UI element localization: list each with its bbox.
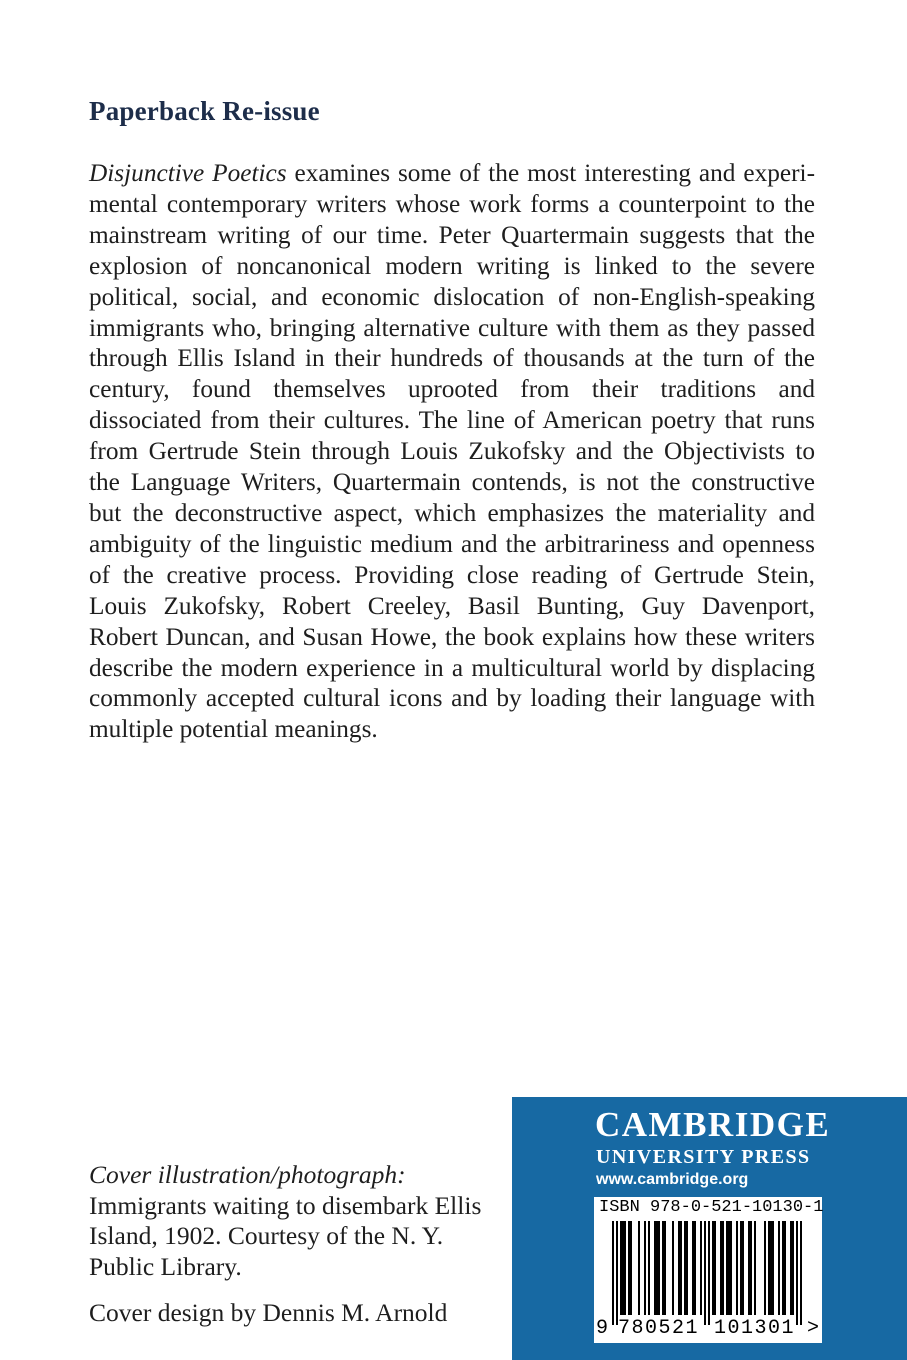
barcode-bar — [750, 1221, 752, 1315]
barcode-bar — [684, 1221, 686, 1315]
barcode-bar — [740, 1221, 742, 1315]
barcode-bar — [694, 1221, 696, 1315]
barcode-guard-bar — [796, 1221, 798, 1325]
barcode-bar — [768, 1221, 770, 1315]
barcode-bar — [686, 1221, 688, 1315]
blurb — [89, 158, 815, 745]
barcode-bar — [664, 1221, 666, 1315]
publisher-url: www.cambridge.org — [596, 1171, 749, 1188]
barcode-guard-bar — [616, 1221, 618, 1325]
barcode-bar — [628, 1221, 630, 1315]
barcode-digit-group-left: 780521 — [618, 1317, 700, 1340]
barcode-digit-group-right: 101301 — [714, 1317, 796, 1340]
barcode-digits — [594, 1317, 822, 1343]
barcode-bar — [790, 1221, 792, 1315]
barcode-bar — [784, 1221, 786, 1315]
barcode-box — [594, 1197, 822, 1343]
barcode-end-mark: > — [807, 1317, 820, 1340]
barcode-bar — [772, 1221, 774, 1315]
publisher-name: CAMBRIDGE — [595, 1105, 831, 1144]
barcode-bar — [782, 1221, 784, 1315]
barcode-bar — [662, 1221, 664, 1315]
barcode-bar — [630, 1221, 632, 1315]
barcode-bar — [624, 1221, 626, 1315]
cover-credit-text: Immigrants waiting to disembark Ellis Island, 1902. Courtesy of the N. Y. Public Library. — [89, 1190, 482, 1281]
blurb-title: Disjunctive Poetics — [89, 159, 287, 187]
cover-credit — [89, 1160, 509, 1282]
barcode-guard-bar — [800, 1221, 802, 1325]
publisher-subtitle: UNIVERSITY PRESS — [596, 1146, 811, 1168]
barcode-bar — [622, 1221, 624, 1315]
credits — [89, 1160, 509, 1329]
isbn-label: ISBN 978-0-521-10130-1 — [599, 1198, 824, 1217]
barcode-guard-bar — [612, 1221, 614, 1325]
barcode-bar — [656, 1221, 658, 1315]
barcode-bar — [736, 1221, 738, 1315]
cover-credit-label: Cover illustration/photograph: — [89, 1160, 406, 1189]
barcode-bar — [638, 1221, 640, 1315]
publisher-panel — [512, 1097, 907, 1360]
barcode-bar — [726, 1221, 728, 1315]
barcode-bar — [764, 1221, 766, 1315]
barcode-bar — [748, 1221, 750, 1315]
barcode-bar — [722, 1221, 724, 1315]
barcode-bar — [720, 1221, 722, 1315]
barcode-bar — [692, 1221, 694, 1315]
barcode-bar — [792, 1221, 794, 1315]
barcode-bar — [754, 1221, 756, 1315]
barcode-bar — [680, 1221, 682, 1315]
barcode-bar — [678, 1221, 680, 1315]
barcode-bar — [714, 1221, 716, 1315]
heading: Paperback Re-issue — [89, 96, 320, 126]
barcode-bar — [658, 1221, 660, 1315]
barcode-bar — [644, 1221, 646, 1315]
barcode-bar — [712, 1221, 714, 1315]
barcode-bar — [770, 1221, 772, 1315]
barcode-bar — [620, 1221, 622, 1315]
design-credit: Cover design by Dennis M. Arnold — [89, 1298, 448, 1327]
barcode-bar — [730, 1221, 732, 1315]
barcode-guard-bar — [704, 1221, 706, 1325]
barcode-bar — [648, 1221, 650, 1315]
barcode-guard-bar — [708, 1221, 710, 1325]
barcode-bar — [778, 1221, 780, 1315]
blurb-body: examines some of the most interesting and experimental contemporary writers whose work forms a counterpoint to the mainstream writing of our time. Peter Quartermain suggests that the explosion of noncanonical modern writing is linked to the severe political, social, and economic dislocation of non-English-speaking immigrants who, bringing alternative culture with them as they passed through Ellis Island in their hundreds of thousands at the turn of the century, found themselves uprooted from their traditions and dissociated from their cultures. The line of American poetry that runs from Gertrude Stein through Louis Zukofsky and the Objectivists to the Language Writers, Quartermain contends, is not the constructive but the deconstructive aspect, which emphasizes the materiality and ambiguity of the linguistic medium and the arbitrariness and openness of the creative process. Providing close reading of Gertrude Stein, Louis Zukofsky, Robert Creeley, Basil Bunting, Guy Davenport, Robert Duncan, and Susan Howe, the book explains how these writers describe the modern experience in a multicultural world by displacing commonly accepted cultural icons and by loading their language with multiple potential meanings. — [89, 159, 815, 744]
barcode-bar — [728, 1221, 730, 1315]
barcode-bar — [742, 1221, 744, 1315]
barcode-bar — [654, 1221, 656, 1315]
barcode-digit-first: 9 — [596, 1317, 609, 1340]
barcode-bar — [672, 1221, 674, 1315]
barcode-bar — [700, 1221, 702, 1315]
